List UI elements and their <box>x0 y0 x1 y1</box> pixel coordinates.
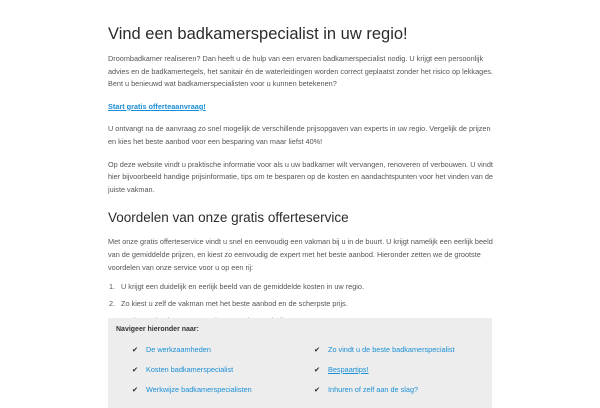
nav-link-werkzaamheden[interactable]: De werkzaamheden <box>146 345 211 354</box>
list-item <box>108 281 494 293</box>
benefits-heading: Voordelen van onze gratis offerteservice <box>108 210 349 226</box>
intro-paragraph: Droombadkamer realiseren? Dan heeft u de hulp van een ervaren badkamerspecialist nodig. U krijgt een persoonlijk advies en de badkamertegels, het sanitair én de waterleidingen worden correct geplaatst zonder het risico op lekkages. Bent u benieuwd wat badkamerspecialisten voor u kunnen betekenen? <box>108 54 493 89</box>
nav-item-beste-specialist <box>314 344 455 356</box>
navigation-title: Navigeer hieronder naar: <box>116 326 199 333</box>
check-icon: ✔ <box>314 385 321 394</box>
benefits-paragraph: Met onze gratis offerteservice vindt u snel en eenvoudig een vakman bij u in de buurt. U krijgt namelijk een eerlijk beeld van de gemiddelde prijzen, en kiest zo eenvoudig de expert met het beste aanbod. Hieronder zetten we de grootste voordelen van onze service voor u op een rij: <box>108 237 493 272</box>
list-item-text: U krijgt een duidelijk en eerlijk beeld van de gemiddelde kosten in uw regio. <box>121 282 364 292</box>
list-number: 1. <box>109 282 116 292</box>
nav-item-bespaartips <box>314 364 369 376</box>
nav-item-werkwijze <box>132 384 252 396</box>
check-icon: ✔ <box>132 365 139 374</box>
prices-paragraph: U ontvangt na de aanvraag zo snel mogelijk de verschillende prijsopgaven van experts in uw regio. Vergelijk de prijzen en kies het beste aanbod voor een besparing van maar liefst 40%! <box>108 124 491 146</box>
nav-link-kosten[interactable]: Kosten badkamerspecialist <box>146 365 234 374</box>
check-icon: ✔ <box>132 385 139 394</box>
list-item-text: Zo kiest u zelf de vakman met het beste aanbod en de scherpste prijs. <box>121 298 348 308</box>
check-icon: ✔ <box>314 345 321 354</box>
check-icon: ✔ <box>132 345 139 354</box>
list-number: 2. <box>109 298 116 308</box>
nav-link-bespaartips[interactable]: Bespaartips! <box>328 365 369 374</box>
list-item <box>108 298 494 310</box>
nav-link-inhuren[interactable]: Inhuren of zelf aan de slag? <box>328 385 419 394</box>
check-icon: ✔ <box>314 365 321 374</box>
nav-link-beste-specialist[interactable]: Zo vindt u de beste badkamerspecialist <box>328 345 455 354</box>
start-offerte-link[interactable]: Start gratis offerteaanvraag! <box>108 101 206 111</box>
main-content <box>108 24 494 348</box>
page-title: Vind een badkamerspecialist in uw regio! <box>108 25 408 43</box>
navigation-box <box>108 318 492 408</box>
info-paragraph: Op deze website vindt u praktische informatie voor als u uw badkamer wilt vervangen, renoveren of verbouwen. U vindt hier bijvoorbeeld handige prijsinformatie, tips om te besparen op de kosten en aandachtspunten voor het vinden van de juiste vakman. <box>108 159 493 194</box>
nav-item-werkzaamheden <box>132 344 211 356</box>
nav-link-werkwijze[interactable]: Werkwijze badkamerspecialisten <box>146 385 252 394</box>
nav-item-inhuren <box>314 384 418 396</box>
nav-item-kosten <box>132 364 233 376</box>
